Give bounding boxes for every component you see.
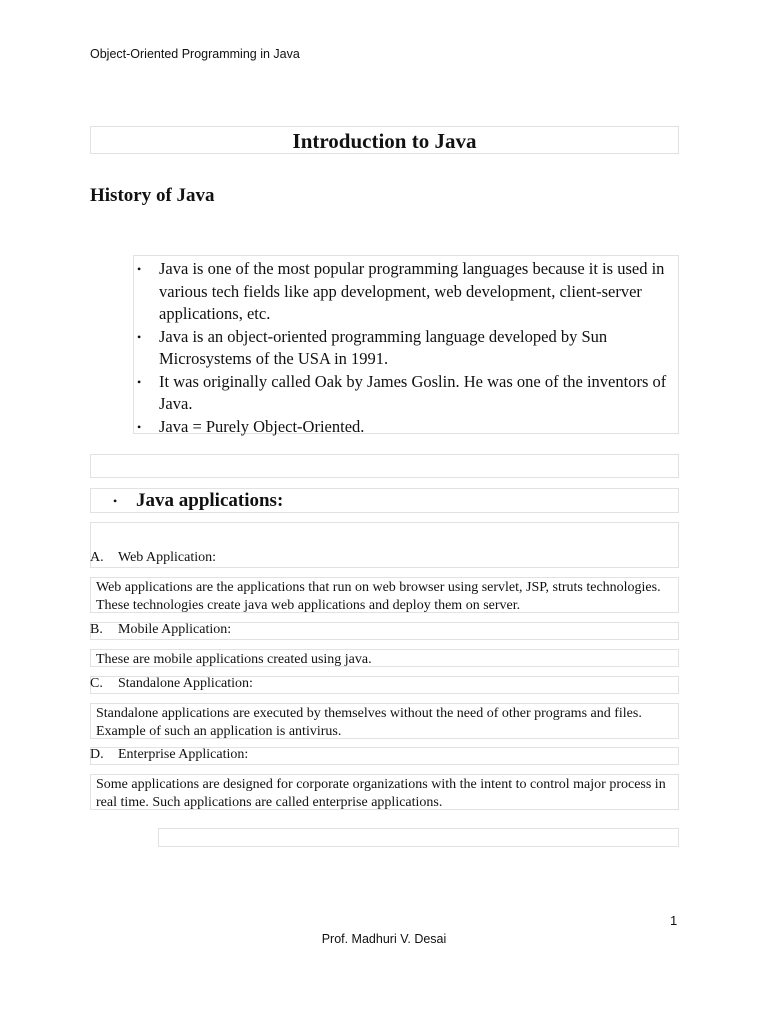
application-label-enterprise	[90, 747, 248, 763]
history-point: • Java is one of the most popular programming languages because it is used in various tech fields like app development, web development, client-server applications, etc.	[159, 258, 670, 326]
application-label-standalone	[90, 676, 253, 692]
application-label-web	[90, 550, 216, 566]
application-label-mobile	[90, 622, 231, 638]
empty-text-box	[158, 828, 679, 847]
application-name: Standalone Application:	[118, 676, 253, 691]
document-title: Introduction to Java	[90, 126, 679, 154]
application-description-enterprise: Some applications are designed for corporate organizations with the intent to control major process in real time. Such applications are called enterprise applications.	[90, 774, 679, 810]
footer-author: Prof. Madhuri V. Desai	[321, 932, 447, 946]
history-point: • Java = Purely Object-Oriented.	[159, 416, 670, 439]
empty-text-box	[90, 454, 679, 478]
application-name: Web Application:	[118, 550, 217, 565]
application-letter: A.	[90, 550, 104, 565]
application-name: Mobile Application:	[118, 622, 232, 637]
application-letter: D.	[90, 747, 104, 762]
bullet-icon: •	[113, 494, 118, 508]
applications-heading: Java applications:	[136, 490, 284, 511]
history-point: • It was originally called Oak by James Goslin. He was one of the inventors of Java.	[159, 371, 670, 416]
application-name: Enterprise Application:	[118, 747, 249, 762]
header-title: Object-Oriented Programming in Java	[90, 47, 300, 61]
application-description-standalone: Standalone applications are executed by themselves without the need of other programs and files. Example of such an application is antivirus.	[90, 703, 679, 739]
page-number: 1	[670, 913, 678, 928]
history-point: • Java is an object-oriented programming language developed by Sun Microsystems of the USA in 1991.	[159, 326, 670, 371]
history-heading: History of Java	[90, 185, 215, 206]
application-description-web: Web applications are the applications that run on web browser using servlet, JSP, struts technologies. These technologies create java web applications and deploy them on server.	[90, 577, 679, 613]
application-letter: B.	[90, 622, 103, 637]
applications-heading-box	[90, 488, 679, 513]
application-letter: C.	[90, 676, 103, 691]
application-description-mobile: These are mobile applications created using java.	[90, 649, 679, 667]
history-list	[133, 255, 679, 434]
